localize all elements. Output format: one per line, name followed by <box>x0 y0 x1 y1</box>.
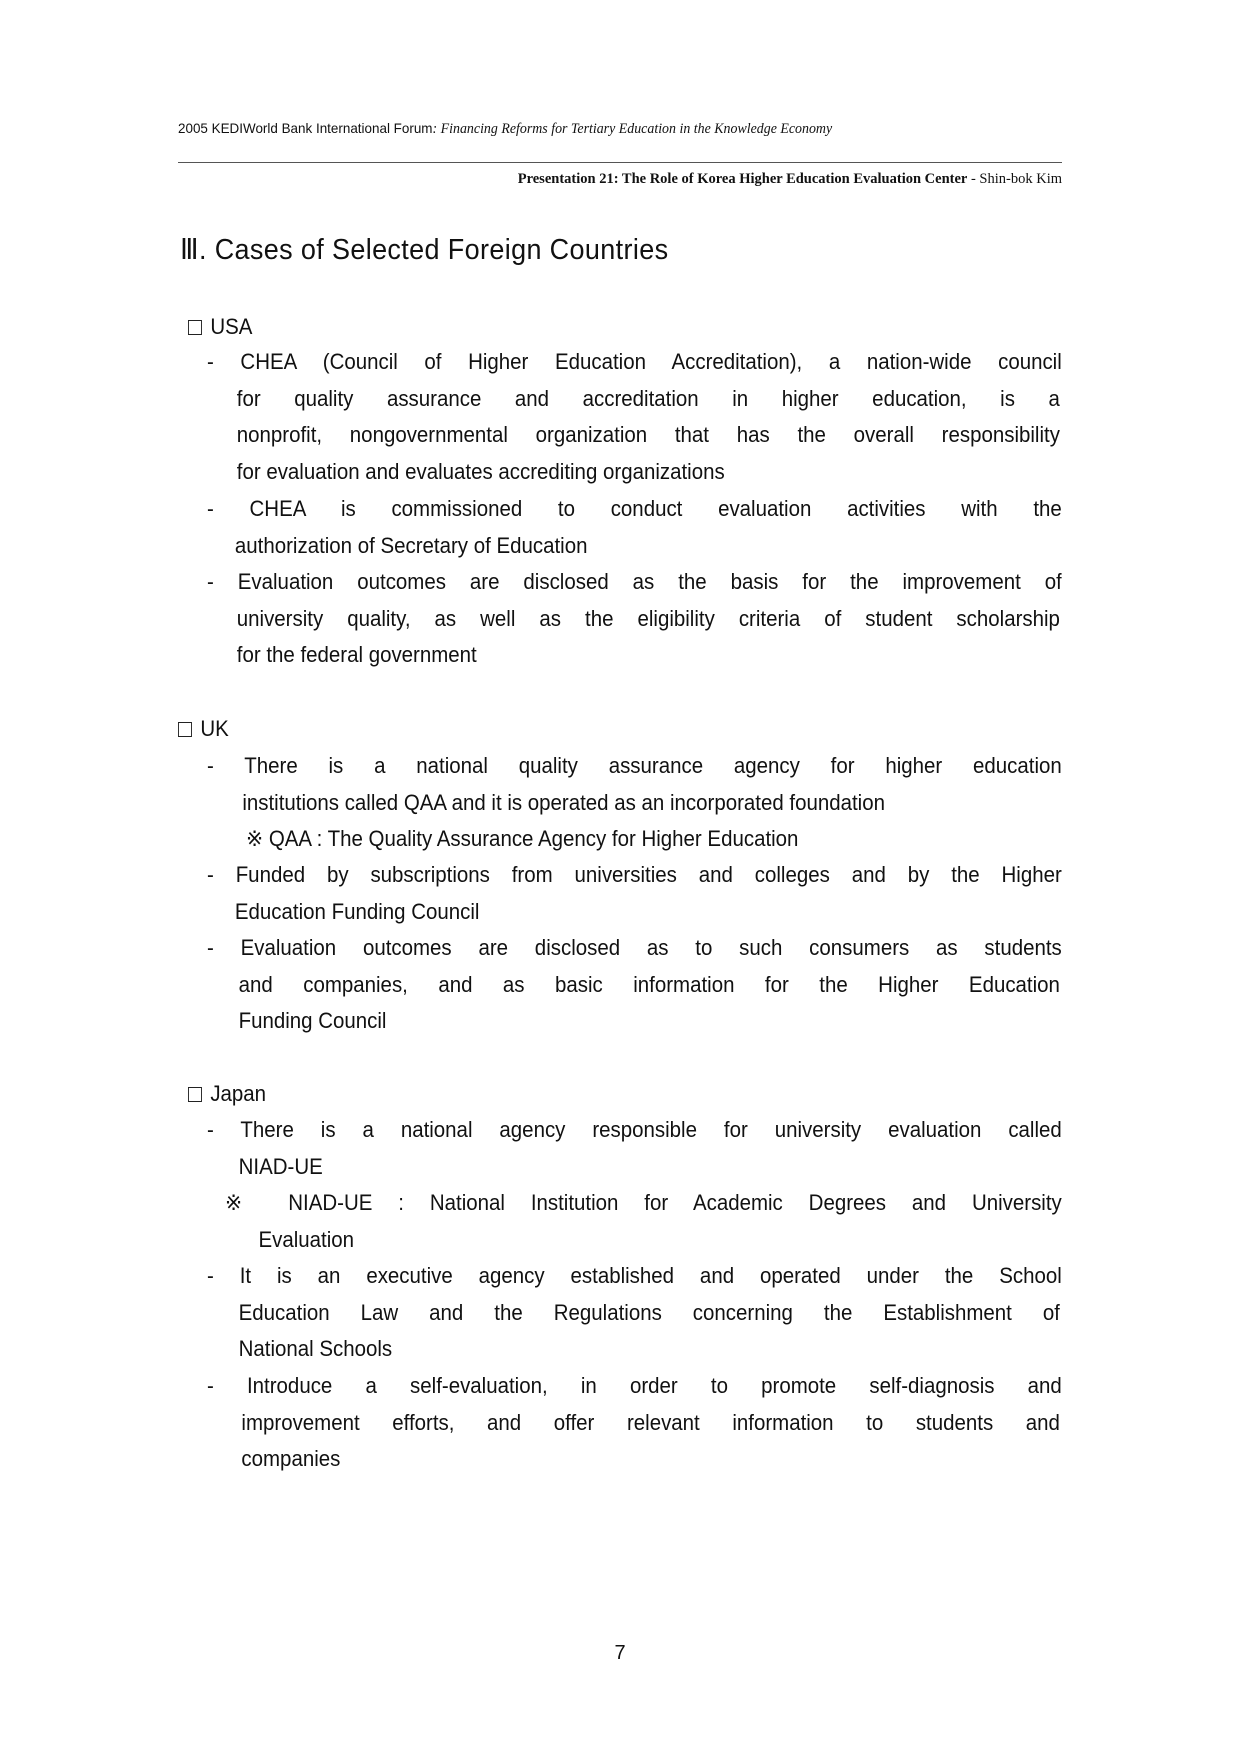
japan-item-3 <box>207 1368 1062 1478</box>
text-line: and companies, and as basic information for the Higher Education <box>238 971 1060 997</box>
text-line: authorization of Secretary of Education <box>234 532 588 558</box>
text-line: National Schools <box>238 1336 393 1362</box>
page-number: 7 <box>614 1642 626 1664</box>
text-line: ※ QAA : The Quality Assurance Agency for Higher Education <box>246 826 799 851</box>
text-line: - Evaluation outcomes are disclosed as to such consumers as students <box>207 935 1062 960</box>
text-line: - It is an executive agency established and operated under the School <box>207 1263 1062 1288</box>
section-label: UK <box>200 716 229 741</box>
japan-item-2 <box>207 1258 1062 1368</box>
header-colon: : <box>432 121 438 137</box>
page-title: Ⅲ. Cases of Selected Foreign Countries <box>180 234 669 266</box>
text-line: - Evaluation outcomes are disclosed as the basis for the improvement of <box>207 569 1062 594</box>
text-line: NIAD-UE <box>238 1153 323 1179</box>
usa-item-1 <box>207 344 1062 491</box>
uk-item-2 <box>207 857 1062 930</box>
text-line: Education Law and the Regulations concerning the Establishment of <box>238 1299 1060 1325</box>
usa-item-3 <box>207 564 1062 674</box>
text-line: institutions called QAA and it is operated as an incorporated foundation <box>242 789 885 815</box>
checkbox-square-icon <box>178 722 192 737</box>
section-title-usa <box>188 314 252 340</box>
text-line: Funding Council <box>238 1008 387 1034</box>
text-line: for the federal government <box>236 642 477 668</box>
text-line: - Funded by subscriptions from universities and colleges and by the Higher <box>207 862 1062 887</box>
usa-item-2 <box>207 491 1062 564</box>
text-line: Education Funding Council <box>234 898 480 924</box>
text-line: for evaluation and evaluates accrediting organizations <box>236 459 725 485</box>
section-label: Japan <box>210 1081 267 1106</box>
section-title-japan <box>188 1081 266 1107</box>
text-line: - There is a national quality assurance agency for higher education <box>207 753 1062 778</box>
presentation-header <box>518 171 1062 188</box>
section-title-uk <box>178 716 229 742</box>
checkbox-square-icon <box>188 1087 202 1102</box>
text-line: - Introduce a self-evaluation, in order to promote self-diagnosis and <box>207 1373 1062 1398</box>
uk-item-3 <box>207 930 1062 1040</box>
section-label: USA <box>210 314 253 339</box>
header-rule <box>178 162 1062 163</box>
uk-item-1 <box>207 748 1062 821</box>
text-line: companies <box>241 1446 341 1472</box>
presentation-title: Presentation 21: The Role of Korea Higher Education Evaluation Center <box>517 171 968 187</box>
text-line: - There is a national agency responsible for university evaluation called <box>207 1117 1062 1142</box>
japan-note-niad <box>225 1185 1062 1258</box>
japan-item-1 <box>207 1112 1062 1185</box>
text-line: - CHEA is commissioned to conduct evaluation activities with the <box>207 496 1062 521</box>
text-line: Evaluation <box>258 1226 355 1252</box>
presentation-author: - Shin-bok Kim <box>967 171 1062 187</box>
text-line: ※ NIAD-UE : National Institution for Academic Degrees and University <box>225 1190 1062 1215</box>
text-line: - CHEA (Council of Higher Education Accreditation), a nation-wide council <box>207 349 1062 374</box>
text-line: for quality assurance and accreditation in higher education, is a <box>236 385 1060 411</box>
forum-name: 2005 KEDIWorld Bank International Forum <box>178 120 433 136</box>
text-line: improvement efforts, and offer relevant information to students and <box>241 1409 1060 1435</box>
uk-note-qaa <box>246 821 1062 858</box>
forum-subtitle: Financing Reforms for Tertiary Education in the Knowledge Economy <box>437 121 833 137</box>
text-line: nonprofit, nongovernmental organization that has the overall responsibility <box>236 422 1060 448</box>
text-line: university quality, as well as the eligibility criteria of student scholarship <box>236 605 1060 631</box>
checkbox-square-icon <box>188 320 202 335</box>
running-header <box>178 120 832 138</box>
